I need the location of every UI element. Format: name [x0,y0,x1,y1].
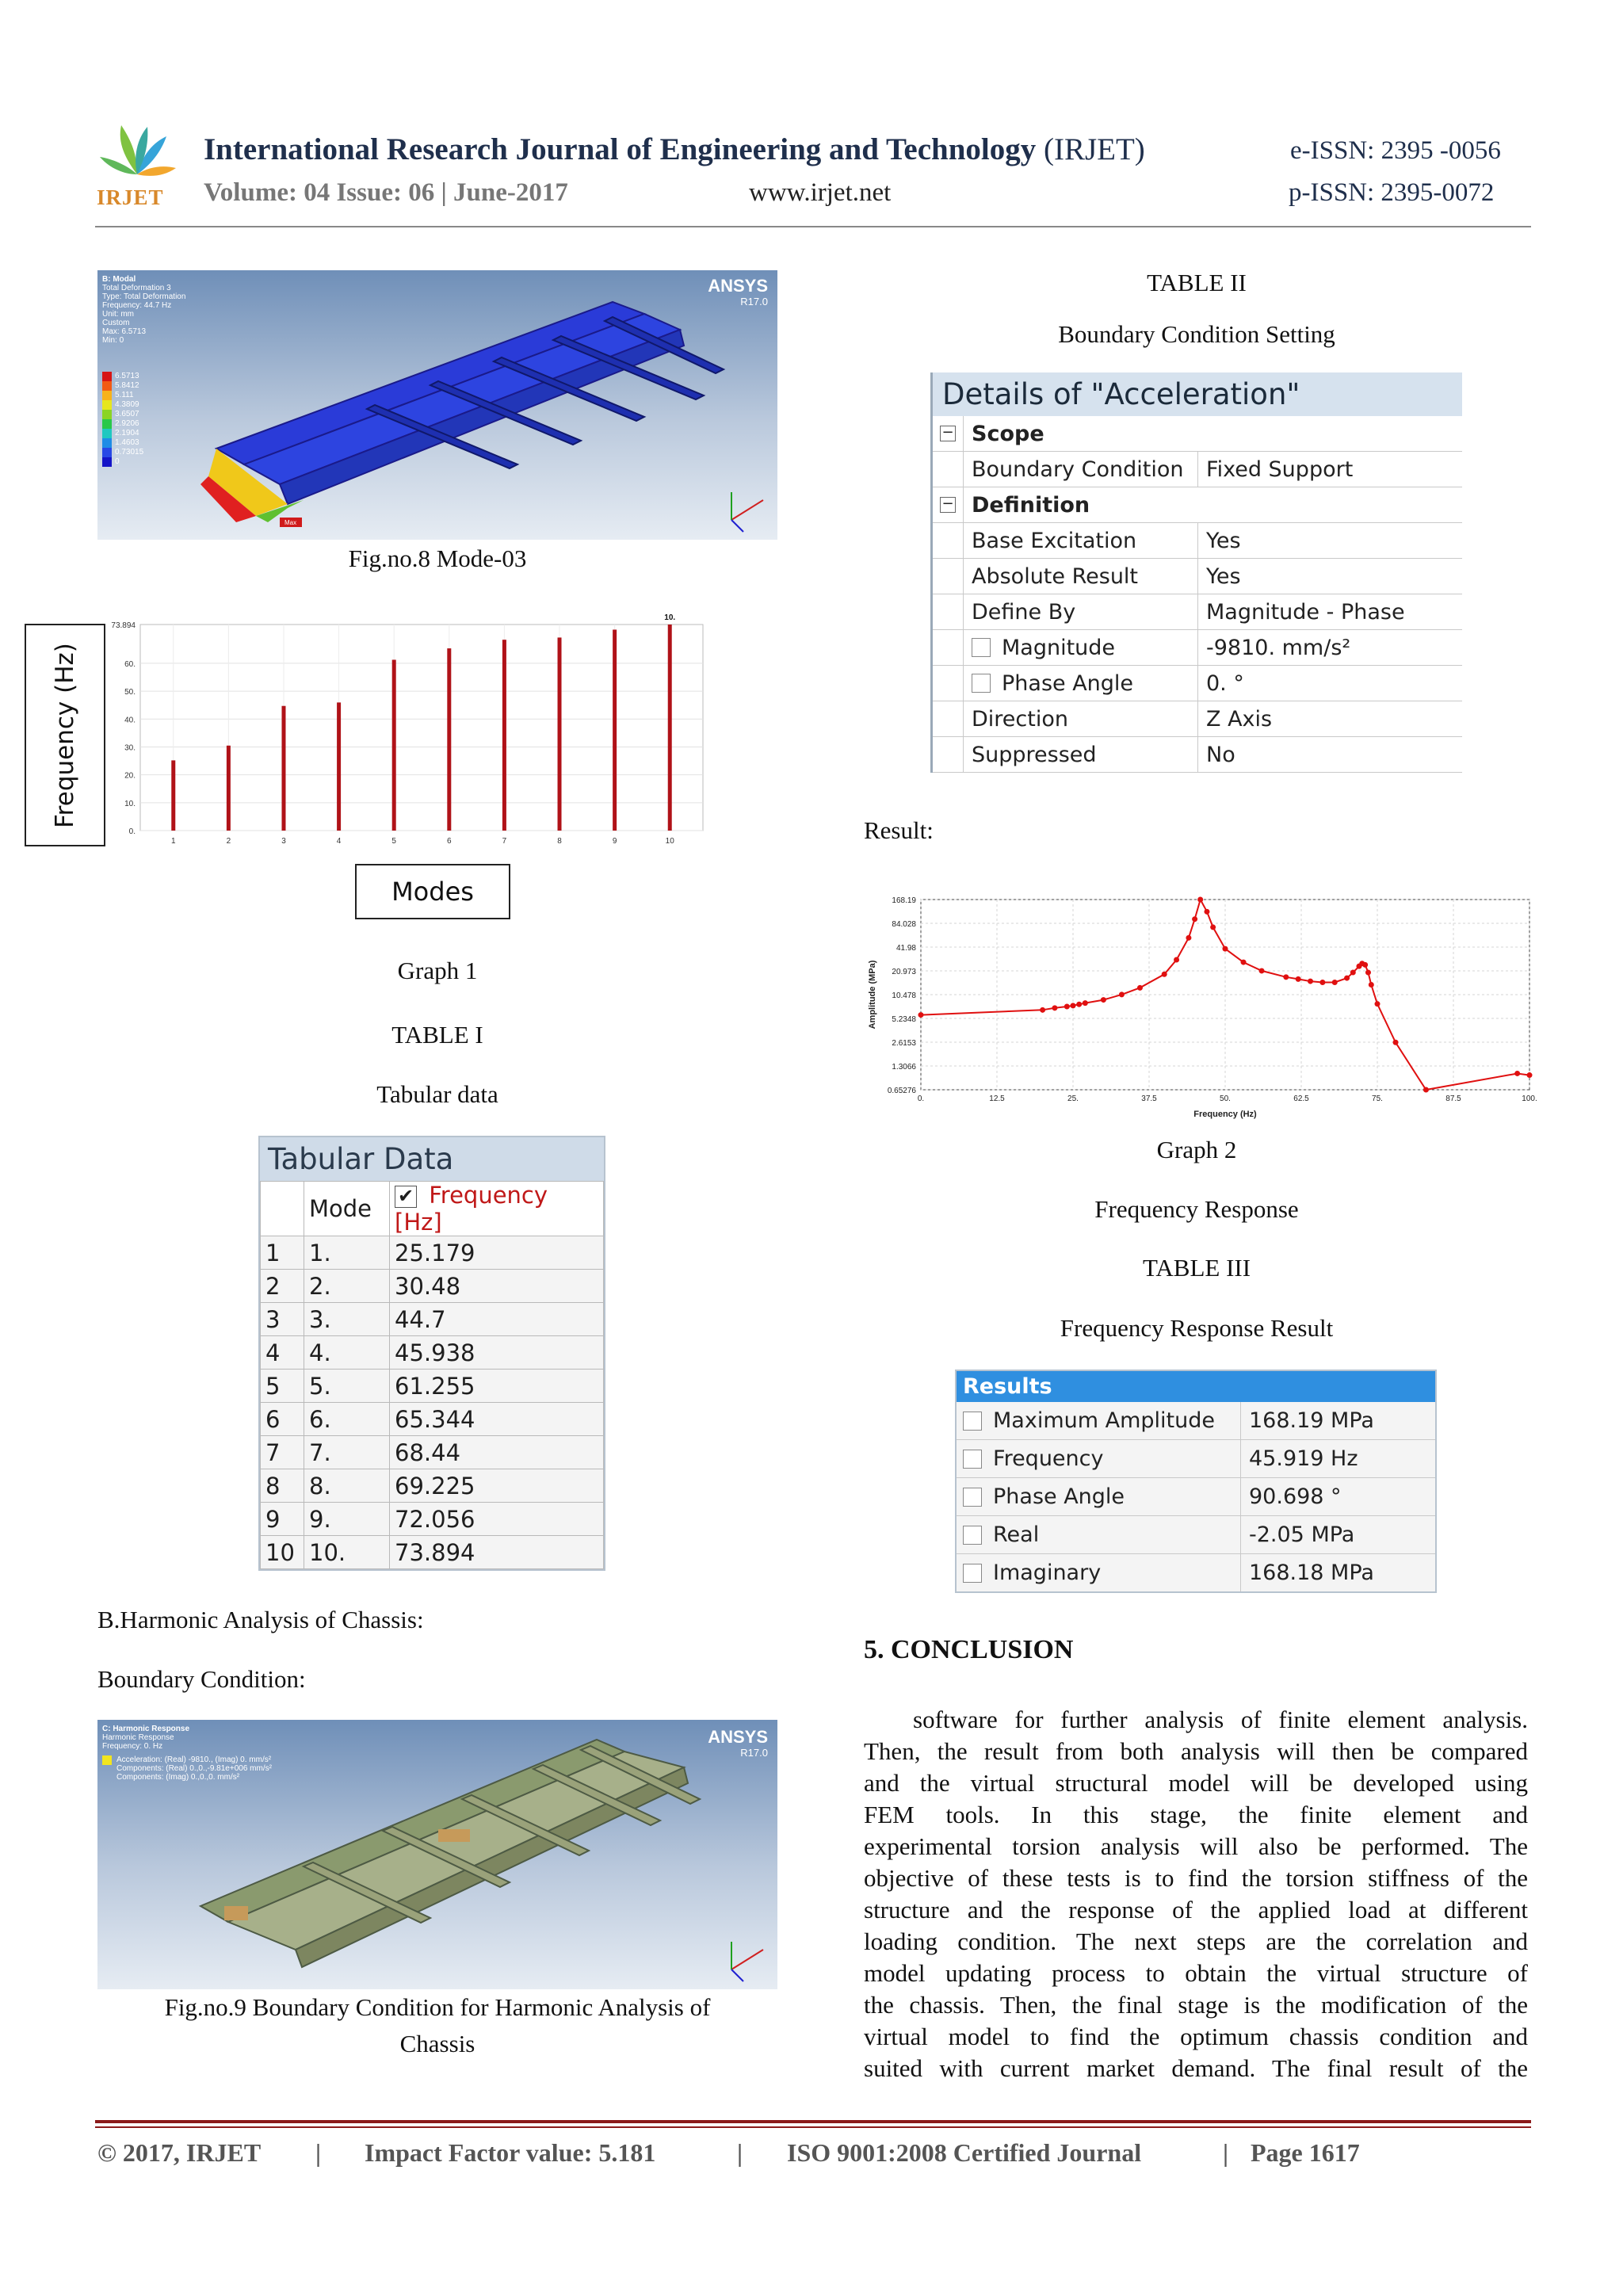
magnitude-row[interactable] [933,630,1462,666]
graph2-data-point [1083,1000,1088,1006]
table1-caption: Tabular data [376,1080,498,1108]
graph2-chart [864,884,1537,1125]
graph2-data-point [1332,980,1338,985]
table3-label: TABLE III [1142,1254,1251,1282]
axis-triad-icon [731,492,763,532]
graph2-data-point [1241,960,1247,965]
graph2-data-point [1369,982,1374,988]
conclusion-line: model updating process to obtain the virtual structure of [864,1959,1528,1987]
phase-angle-row[interactable] [933,666,1462,701]
graph2-y-tick: 20.973 [892,967,916,976]
graph2-y-tick: 1.3066 [892,1062,916,1072]
footer-separator: | [1223,2138,1229,2167]
graph2-data-point [1350,970,1356,976]
graph2-x-tick: 75. [1372,1095,1383,1103]
base-excitation-key: Base Excitation [964,523,1198,558]
graph2-y-tick: 5.2348 [892,1014,916,1024]
col-frequency-label: Frequency [Hz] [395,1182,548,1236]
result-row[interactable] [957,1516,1435,1554]
result-row[interactable] [957,1402,1435,1440]
graph2-caption: Graph 2 [1156,1136,1237,1163]
graph1-chart [91,601,725,854]
header-divider [95,226,1531,227]
graph2-x-tick: 87.5 [1445,1095,1461,1103]
volume-issue: Volume: 04 Issue: 06 | June-2017 [204,178,568,207]
table-row[interactable]: 10 10. 73.894 [261,1536,604,1569]
collapse-icon[interactable]: − [940,497,956,513]
graph2-data-point [1040,1007,1045,1013]
journal-title [204,132,1145,167]
graph1-y-tick: 10. [124,799,136,808]
graph2-x-tick: 37.5 [1141,1095,1157,1103]
table2-label: TABLE II [1147,269,1247,296]
graph2-data-point [1064,1004,1070,1010]
base-excitation-row[interactable] [933,523,1462,559]
result-checkbox[interactable] [963,1526,982,1545]
graph1-bar [502,640,506,831]
graph2-x-tick: 12.5 [989,1095,1005,1103]
tabular-data-panel [258,1136,605,1571]
graph2-data-point [1296,976,1301,982]
graph1-y-tick: 60. [124,659,136,669]
result-label: Result: [864,816,934,844]
graph1-xaxis-box [355,864,510,919]
conclusion-line: and the virtual structural model will be developed using [864,1769,1528,1797]
graph2-data-point [1375,1001,1381,1007]
table1-label: TABLE I [391,1021,483,1049]
graph2-data-point [1192,916,1197,922]
graph1-x-tick: 4 [336,837,342,846]
table-row[interactable]: 5 5. 61.255 [261,1370,604,1403]
footer-page-number: Page 1617 [1251,2138,1360,2167]
graph1-plot-area [140,625,703,831]
suppressed-key: Suppressed [964,737,1198,772]
footer-rule-thin [95,2126,1531,2128]
graph1-y-tick: 50. [124,688,136,697]
result-row[interactable] [957,1554,1435,1591]
conclusion-line: structure and the response of the applied load at different [864,1896,1528,1924]
graph1-bar [613,629,617,831]
result-row[interactable] [957,1440,1435,1478]
suppressed-row[interactable] [933,737,1462,773]
result-value: 168.18 MPa [1249,1561,1374,1585]
section-b-heading: B.Harmonic Analysis of Chassis: [97,1606,424,1633]
graph1-x-tick: 10 [665,837,674,846]
result-checkbox[interactable] [963,1564,982,1583]
define-by-row[interactable] [933,594,1462,630]
graph2-subcaption: Frequency Response [1094,1195,1299,1223]
table-row[interactable]: 1 1. 25.179 [261,1236,604,1270]
conclusion-line: virtual model to find the optimum chassis condition and [864,2023,1528,2050]
col-frequency-header[interactable] [390,1182,604,1236]
fig8-ansys-logo: ANSYS R17.0 [708,276,768,308]
result-key: Imaginary [993,1561,1102,1585]
graph2-y-tick: 2.6153 [892,1038,916,1048]
phase-angle-key: Phase Angle [1002,670,1134,696]
boundary-condition-key: Boundary Condition [964,452,1198,487]
graph1-x-tick: 8 [557,837,562,846]
graph2-x-tick: 100. [1522,1095,1537,1103]
define-by-key: Define By [964,594,1198,629]
fig8-chassis-mesh [97,270,777,540]
graph2-data-point [1204,909,1209,915]
graph2-x-tick: 25. [1067,1095,1079,1103]
footer-separator: | [315,2138,322,2167]
graph2-data-point [1319,980,1325,985]
definition-label: Definition [972,492,1090,518]
graph2-data-point [1052,1005,1057,1010]
conclusion-line: FEM tools. In this stage, the finite element and [864,1801,1528,1828]
phase-angle-checkbox[interactable] [972,674,991,693]
graph1-y-max-label: 73.894 [111,621,136,630]
graph1-bar [337,702,341,831]
conclusion-line: Then, the result from both analysis will then be compared [864,1737,1528,1765]
graph2-x-tick: 0. [917,1095,925,1103]
fig8-render [97,270,777,540]
fig9-ansys-logo: ANSYS R17.0 [708,1727,768,1759]
footer-rule [95,2120,1531,2123]
magnitude-value[interactable]: -9810. mm/s² [1206,635,1351,660]
direction-key: Direction [964,701,1198,736]
details-title: Details of "Acceleration" [933,372,1462,416]
frequency-checkbox[interactable]: ✔ [395,1186,417,1208]
graph2-data-point [1283,974,1289,980]
boundary-condition-value[interactable]: Fixed Support [1206,457,1354,482]
graph1-x-tick: 2 [226,837,231,846]
graph2-data-point [1071,1003,1076,1008]
graph2-data-point [1076,1002,1082,1007]
fig9-chassis-mesh [97,1720,777,1989]
conclusion-line: experimental torsion analysis will also be performed. The [864,1832,1528,1860]
graph1-x-tick: 3 [281,837,286,846]
graph1-x-tick: 5 [391,837,396,846]
graph1-y-tick: 0. [128,827,136,836]
graph2-y-tick: 10.478 [892,991,916,1000]
table-row[interactable]: 8 8. 69.225 [261,1469,604,1503]
conclusion-line: the chassis. Then, the final stage is the modification of the [864,1991,1528,2019]
suppressed-value[interactable]: No [1206,742,1235,767]
phase-angle-value[interactable]: 0. ° [1206,670,1244,696]
graph1-bar [558,637,562,831]
fig8-color-legend: 6.5713 5.8412 5.111 4.3809 3.6507 2.9206 2.1904 1.4603 0.73015 0 [102,372,143,467]
graph1-bar [668,625,672,831]
graph2-data-point [1362,962,1368,968]
table-row[interactable]: 4 4. 45.938 [261,1336,604,1370]
graph2-data-point [1210,924,1216,930]
axis-triad-icon [731,1942,763,1981]
graph2-data-point [1197,897,1203,903]
conclusion-line: software for further analysis of finite element analysis. [913,1706,1528,1733]
boundary-condition-row[interactable] [933,452,1462,487]
table-row[interactable]: 9 9. 72.056 [261,1503,604,1536]
result-value: 90.698 ° [1249,1484,1342,1509]
details-acceleration-panel [930,372,1462,773]
result-key: Frequency [993,1446,1104,1471]
e-issn: e-ISSN: 2395 -0056 [1290,136,1501,165]
svg-text:Max: Max [285,519,297,526]
graph2-data-point [918,1012,924,1018]
base-excitation-value[interactable]: Yes [1206,528,1241,553]
direction-value[interactable]: Z Axis [1206,706,1273,732]
graph2-y-axis-label: Amplitude (MPa) [868,960,877,1030]
graph1-y-tick: 40. [124,716,136,725]
fig9-caption [97,1989,777,2062]
graph2-data-point [1162,972,1167,977]
p-issn: p-ISSN: 2395-0072 [1289,178,1495,207]
graph1-xaxis-label: Modes [391,877,474,907]
graph1-x-tick: 9 [612,837,617,846]
table3-caption: Frequency Response Result [1060,1314,1334,1342]
result-row[interactable] [957,1478,1435,1516]
scope-label: Scope [972,421,1044,446]
footer-impact-factor: Impact Factor value: 5.181 [365,2138,656,2167]
fig9-info-panel: C: Harmonic Response Harmonic Response Frequency: 0. Hz Acceleration: (Real) -9810., (Imag) 0. mm/s² Components: (Real) 0.,0.,-9.81e+006 mm/s² Components: (Imag) 0.,0.,0. mm/s² [102,1725,272,1782]
graph2-data-point [1186,935,1191,941]
graph2-data-point [1223,946,1228,952]
table-row[interactable]: 2 2. 30.48 [261,1270,604,1303]
graph2-x-axis-label: Frequency (Hz) [1193,1110,1257,1119]
graph1-caption: Graph 1 [397,957,478,984]
graph2-data-point [1174,957,1179,962]
graph2-data-point [1101,997,1106,1003]
graph2-data-point [1137,985,1143,991]
journal-title-text: International Research Journal of Engineering and Technology [204,132,1037,166]
graph2-y-tick: 168.19 [892,896,916,905]
tabular-data-title: Tabular Data [260,1137,604,1181]
absolute-result-value[interactable]: Yes [1206,563,1241,589]
footer-iso: ISO 9001:2008 Certified Journal [787,2138,1142,2167]
result-checkbox[interactable] [963,1450,982,1469]
graph1-y-tick: 20. [124,771,136,781]
boundary-condition-heading: Boundary Condition: [97,1665,306,1693]
table-row[interactable]: 6 6. 65.344 [261,1403,604,1436]
footer-copyright: © 2017, IRJET [97,2138,262,2167]
graph1-x-tick: 6 [447,837,452,846]
graph1-bar [281,706,285,831]
define-by-value[interactable]: Magnitude - Phase [1206,599,1405,625]
table-row[interactable]: 7 7. 68.44 [261,1436,604,1469]
graph2-data-point [1365,970,1371,976]
graph2-y-tick: 41.98 [896,943,916,953]
result-value: 168.19 MPa [1249,1408,1374,1433]
tabular-data-table [260,1181,604,1569]
result-checkbox[interactable] [963,1488,982,1507]
fig8-info-panel: B: Modal Total Deformation 3 Type: Total Deformation Frequency: 44.7 Hz Unit: mm Custom Max: 6.5713 Min: 0 [102,275,186,345]
conclusion-line: suited with current market demand. The final result of the [864,2054,1528,2082]
conclusion-line: objective of these tests is to find the torsion stiffness of the [864,1864,1528,1892]
graph2-data-point [1514,1071,1520,1076]
result-checkbox[interactable] [963,1412,982,1431]
graph1-bar [392,659,396,831]
result-value: 45.919 Hz [1249,1446,1358,1471]
result-value: -2.05 MPa [1249,1522,1355,1547]
table2-caption: Boundary Condition Setting [1058,320,1335,348]
graph1-y-tick: 30. [124,743,136,753]
graph1-x-tick: 7 [502,837,507,846]
graph2-data-point [1259,968,1265,973]
fig9-caption-line2: Chassis [399,2030,475,2057]
magnitude-key: Magnitude [1002,635,1116,660]
footer-separator: | [737,2138,743,2167]
journal-url[interactable]: www.irjet.net [749,178,892,207]
graph2-data-point [1308,979,1313,984]
graph1-bar [227,746,231,831]
fig9-render [97,1720,777,1989]
graph2-data-point [1393,1040,1399,1045]
result-key: Phase Angle [993,1484,1125,1509]
fig8-caption: Fig.no.8 Mode-03 [348,544,527,572]
conclusion-line: loading condition. The next steps are the correlation and [864,1927,1528,1955]
result-key: Real [993,1522,1040,1547]
graph2-data-point [1344,976,1350,981]
scope-section-row[interactable] [933,416,1462,452]
conclusion-body [864,1704,1528,2084]
graph1-bar [171,760,175,831]
direction-row[interactable] [933,701,1462,737]
definition-section-row[interactable] [933,487,1462,523]
graph1-yaxis-label: Frequency (Hz) [51,642,79,828]
journal-abbr: (IRJET) [1043,132,1145,166]
logo-text: IRJET [97,185,164,209]
col-mode-header: Mode [304,1182,390,1236]
results-title: Results [957,1371,1435,1402]
graph2-data-point [1119,991,1125,997]
graph2-y-tick: 84.028 [892,919,916,929]
results-panel [955,1370,1437,1593]
magnitude-checkbox[interactable] [972,638,991,657]
absolute-result-row[interactable] [933,559,1462,594]
graph2-data-point [1423,1087,1429,1093]
table-row[interactable]: 3 3. 44.7 [261,1303,604,1336]
result-key: Maximum Amplitude [993,1408,1215,1433]
journal-logo [94,119,181,209]
graph1-x-tick: 1 [170,837,176,846]
graph2-data-point [1527,1072,1533,1078]
table-header-row [261,1182,604,1236]
graph2-x-tick: 50. [1220,1095,1231,1103]
graph1-bar [447,648,451,831]
absolute-result-key: Absolute Result [964,559,1198,594]
conclusion-heading: 5. CONCLUSION [864,1635,1074,1664]
collapse-icon[interactable]: − [940,426,956,441]
graph2-x-tick: 62.5 [1293,1095,1309,1103]
graph1-last-bar-label: 10. [664,613,676,622]
fig9-caption-line1: Fig.no.9 Boundary Condition for Harmonic Analysis of [164,1993,711,2021]
graph2-y-tick: 0.65276 [887,1087,916,1095]
